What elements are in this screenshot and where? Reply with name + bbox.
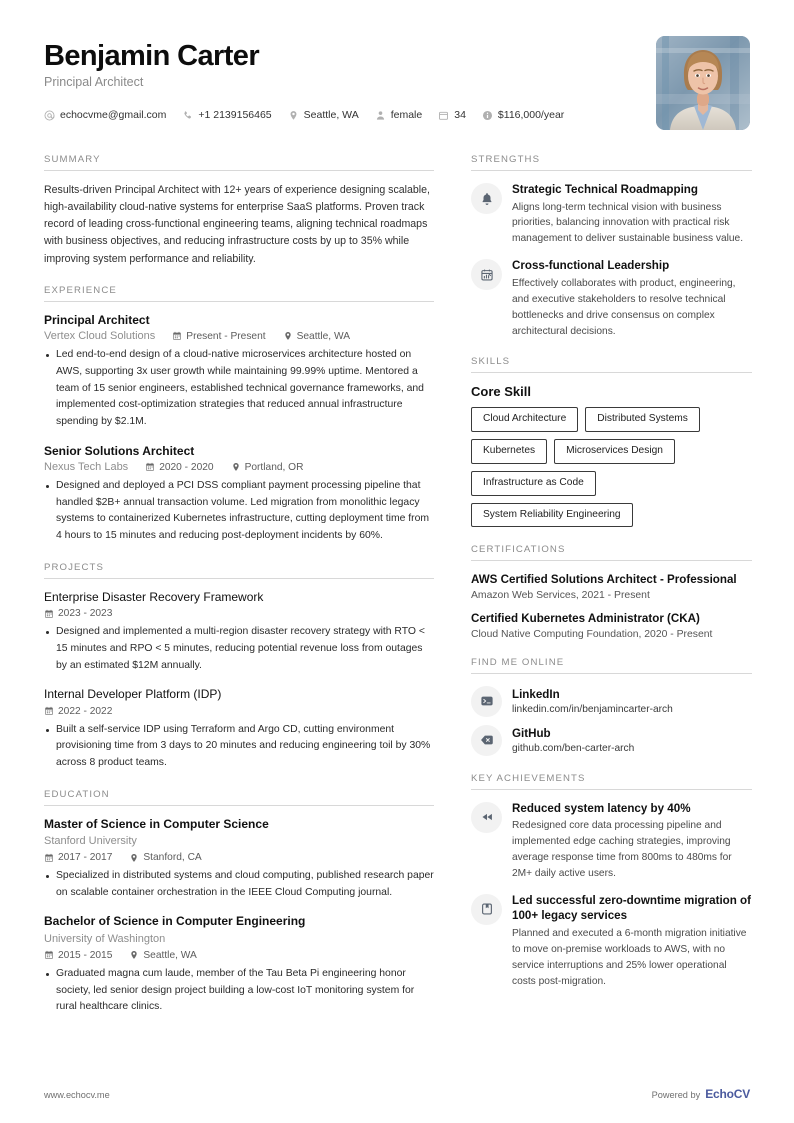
achievement-item — [471, 801, 752, 882]
education-location — [129, 852, 201, 863]
page-title: Benjamin Carter — [44, 40, 260, 72]
education-bullets — [44, 868, 434, 901]
section-find-me-online — [471, 657, 752, 756]
section-title-skills: SKILLS — [471, 356, 752, 373]
education-meta — [44, 950, 434, 961]
location-pin-icon — [231, 462, 241, 472]
education-degree: Master of Science in Computer Science — [44, 816, 269, 831]
header-text-block — [44, 36, 580, 121]
experience-dates-value: Present - Present — [186, 330, 266, 342]
project-dates-value: 2022 - 2022 — [58, 705, 113, 717]
footer-website[interactable]: www.echocv.me — [44, 1090, 110, 1100]
contact-age-value: 34 — [454, 109, 466, 122]
experience-location — [231, 462, 304, 473]
education-dates-value: 2015 - 2015 — [58, 949, 113, 961]
calendar-icon — [44, 706, 54, 716]
education-location-value: Stanford, CA — [143, 852, 202, 864]
strength-body — [512, 182, 752, 247]
project-bullets — [44, 722, 434, 772]
online-link-name: GitHub — [512, 726, 551, 740]
info-icon — [482, 110, 493, 121]
contact-salary — [482, 109, 564, 121]
achievement-title: Led successful zero-downtime migration of 100+ legacy services — [512, 893, 751, 923]
project-entry — [44, 687, 434, 772]
strength-desc: Aligns long-term technical vision with business priorities, balancing innovation with practical risk management to deliver sustainable business value. — [512, 201, 744, 245]
section-key-achievements — [471, 773, 752, 990]
education-dates — [44, 852, 112, 863]
page-footer — [44, 1087, 750, 1101]
list-item: Built a self-service IDP using Terraform and Argo CD, cutting environment provisioning time from 3 days to 20 minutes and reducing engineering toil by 30% across 8 product teams. — [44, 722, 434, 772]
strength-item — [471, 182, 752, 247]
list-item: Designed and implemented a multi-region disaster recovery strategy with RTO < 15 minutes and RPO < 5 minutes, reducing potential revenue loss from outages by an estimated $12M annually. — [44, 624, 434, 674]
footer-brand — [652, 1087, 750, 1101]
job-title: Principal Architect — [44, 75, 144, 90]
education-meta — [44, 852, 434, 863]
online-link-body — [512, 687, 752, 715]
project-name: Enterprise Disaster Recovery Framework — [44, 589, 264, 604]
certification-meta: Amazon Web Services, 2021 - Present — [471, 590, 650, 602]
contact-gender — [375, 109, 423, 121]
achievement-body — [512, 893, 752, 990]
online-link-url[interactable]: linkedin.com/in/benjamincarter-arch — [512, 703, 673, 715]
summary-text: Results-driven Principal Architect with 12+ years of experience designing scalable, high-availability cloud-native systems for enterprise SaaS platforms. Proven track record of leading cross-functional engineering teams, aligning technical roadmaps with business objectives, and reducing infrastructure costs by up to 35% while improving system performance and reliability. — [44, 184, 430, 265]
experience-role: Senior Solutions Architect — [44, 443, 195, 458]
section-title-certifications: CERTIFICATIONS — [471, 544, 752, 561]
experience-bullets — [44, 478, 434, 545]
section-experience — [44, 285, 434, 545]
achievement-desc: Redesigned core data processing pipeline and implemented edge caching strategies, improving average response time from 800ms to 480ms for 2M+ daily active users. — [512, 820, 732, 879]
bookmark-icon — [471, 894, 502, 925]
online-link-github[interactable] — [471, 724, 752, 756]
section-strengths — [471, 154, 752, 339]
contact-salary-value: $116,000/year — [497, 109, 565, 122]
calendar-icon — [145, 462, 155, 472]
contact-email[interactable] — [44, 109, 166, 121]
contact-age — [438, 109, 466, 121]
calendar-icon — [44, 950, 54, 960]
calendar-icon — [44, 609, 54, 619]
phone-icon — [182, 110, 193, 121]
footer-powered-by: Powered by — [651, 1090, 701, 1100]
location-pin-icon — [129, 853, 139, 863]
strength-title: Cross-functional Leadership — [512, 259, 670, 273]
experience-meta — [44, 330, 434, 342]
contact-phone[interactable] — [182, 109, 271, 121]
skill-chip[interactable]: System Reliability Engineering — [471, 503, 633, 528]
list-item: Led end-to-end design of a cloud-native microservices architecture hosted on AWS, supporting 3x user growth while maintaining 99.99% uptime. Mentored a team of 15 senior engineers, established technical governance frameworks, and implemented cost-optimization strategies that reduced annual infrastructure spending by $2.1M. — [44, 347, 434, 430]
education-degree: Bachelor of Science in Computer Engineering — [44, 914, 306, 929]
skill-chip[interactable]: Infrastructure as Code — [471, 471, 596, 496]
calendar-icon — [172, 331, 182, 341]
calendar-icon — [438, 110, 449, 121]
education-school: University of Washington — [44, 933, 166, 946]
section-certifications — [471, 544, 752, 639]
project-meta — [44, 608, 434, 619]
section-skills — [471, 356, 752, 527]
experience-entry — [44, 444, 434, 545]
portrait-photo — [656, 36, 750, 130]
section-title-summary: SUMMARY — [44, 154, 434, 171]
skill-group-title: Core Skill — [471, 384, 531, 400]
education-location — [129, 950, 196, 961]
online-link-name: LinkedIn — [512, 687, 560, 701]
list-item: Designed and deployed a PCI DSS compliant payment processing pipeline that handled $2B+ annual transaction volume. Led migration from monolithic legacy systems to containerized Kubernetes infrastructure, cutting deployment time from 4 hours to 15 minutes and reducing post-deployment incidents by 60%. — [44, 478, 434, 545]
online-link-linkedin[interactable] — [471, 685, 752, 717]
certification-item — [471, 572, 752, 601]
avatar — [656, 36, 750, 130]
certification-name: Certified Kubernetes Administrator (CKA) — [471, 612, 700, 626]
section-title-experience: EXPERIENCE — [44, 285, 434, 302]
contact-row — [44, 109, 580, 121]
left-column — [36, 154, 434, 1033]
experience-bullets — [44, 347, 434, 430]
section-projects — [44, 562, 434, 772]
project-dates-value: 2023 - 2023 — [58, 608, 113, 620]
section-summary — [44, 154, 434, 268]
calendar-chart-icon — [471, 259, 502, 290]
experience-dates — [145, 462, 213, 473]
project-entry — [44, 590, 434, 675]
project-bullets — [44, 624, 434, 674]
education-entry — [44, 914, 434, 1015]
email-icon — [44, 110, 55, 121]
location-pin-icon — [288, 110, 299, 121]
certification-name: AWS Certified Solutions Architect - Professional — [471, 573, 737, 587]
experience-location-value: Seattle, WA — [296, 330, 350, 342]
certification-item — [471, 611, 752, 640]
body-columns — [36, 154, 750, 1033]
skill-chip[interactable]: Distributed Systems — [585, 407, 700, 432]
experience-entry — [44, 313, 434, 431]
education-dates-value: 2017 - 2017 — [58, 852, 113, 864]
certification-meta: Cloud Native Computing Foundation, 2020 - Present — [471, 628, 713, 640]
project-name: Internal Developer Platform (IDP) — [44, 687, 222, 702]
list-item: Specialized in distributed systems and cloud computing, published research paper on scalable container orchestration in the IEEE Cloud Computing journal. — [44, 868, 434, 901]
education-dates — [44, 950, 112, 961]
terminal-icon — [471, 686, 502, 717]
achievement-desc: Planned and executed a 6-month migration initiative to move on-premise workloads to AWS, with no service interruptions and 25% lower operational costs post-migration. — [512, 927, 747, 987]
project-dates — [44, 706, 112, 717]
section-title-achievements: KEY ACHIEVEMENTS — [471, 773, 752, 790]
achievement-title: Reduced system latency by 40% — [512, 801, 691, 815]
skill-chip[interactable]: Kubernetes — [471, 439, 547, 464]
online-link-body — [512, 726, 752, 754]
online-link-url[interactable]: github.com/ben-carter-arch — [512, 742, 635, 754]
right-column — [471, 154, 752, 1007]
experience-company: Vertex Cloud Solutions — [44, 330, 156, 343]
skill-chip-list — [471, 407, 752, 527]
location-pin-icon — [129, 950, 139, 960]
list-item: Graduated magna cum laude, member of the Tau Beta Pi engineering honor society, led senior design project building a low-cost IoT monitoring system for rural healthcare clinics. — [44, 966, 434, 1016]
calendar-icon — [44, 853, 54, 863]
rewind-icon — [471, 802, 502, 833]
experience-dates-value: 2020 - 2020 — [159, 461, 214, 473]
contact-phone-value: +1 2139156465 — [198, 109, 272, 122]
experience-role: Principal Architect — [44, 312, 150, 327]
project-meta — [44, 706, 434, 717]
backspace-icon — [471, 725, 502, 756]
brand-name: EchoCV — [705, 1087, 750, 1101]
experience-location-value: Portland, OR — [244, 461, 304, 473]
achievement-item — [471, 893, 752, 990]
strength-title: Strategic Technical Roadmapping — [512, 183, 698, 196]
experience-meta — [44, 461, 434, 473]
skill-chip[interactable]: Microservices Design — [554, 439, 675, 464]
achievement-body — [512, 801, 752, 882]
experience-location — [283, 331, 350, 342]
section-title-education: EDUCATION — [44, 789, 434, 806]
section-title-online: FIND ME ONLINE — [471, 657, 752, 674]
contact-email-value: echocvme@gmail.com — [60, 109, 167, 122]
resume-header — [36, 36, 750, 130]
contact-location-value: Seattle, WA — [303, 109, 359, 122]
section-education — [44, 789, 434, 1016]
contact-gender-value: female — [390, 109, 423, 122]
section-title-strengths: STRENGTHS — [471, 154, 752, 171]
experience-company: Nexus Tech Labs — [44, 461, 129, 474]
experience-dates — [172, 331, 265, 342]
section-title-projects: PROJECTS — [44, 562, 434, 579]
strength-body — [512, 258, 752, 339]
contact-location — [288, 109, 359, 121]
skill-chip[interactable]: Cloud Architecture — [471, 407, 578, 432]
bell-icon — [471, 183, 502, 214]
project-dates — [44, 608, 112, 619]
education-location-value: Seattle, WA — [143, 949, 197, 961]
strength-item — [471, 258, 752, 339]
person-icon — [375, 110, 386, 121]
education-entry — [44, 817, 434, 902]
education-bullets — [44, 966, 434, 1016]
location-pin-icon — [283, 331, 293, 341]
education-school: Stanford University — [44, 835, 137, 848]
strength-desc: Effectively collaborates with product, engineering, and executive stakeholders to resolve technical bottlenecks and drive consensus on complex architectural decisions. — [512, 277, 736, 337]
